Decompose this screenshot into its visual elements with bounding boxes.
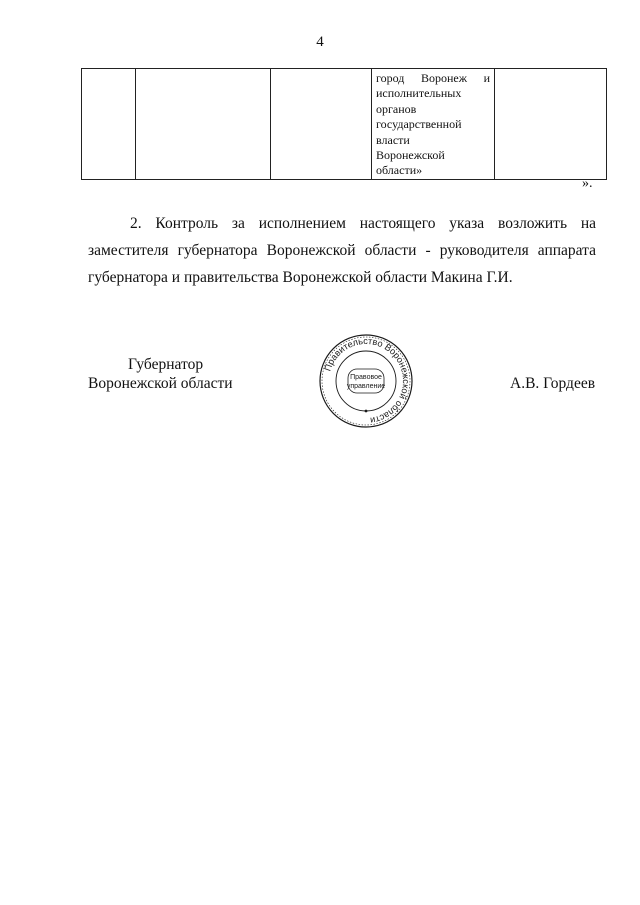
table-cell-empty (82, 69, 136, 180)
cell-text-line: исполнительных (376, 86, 462, 101)
body-paragraph (88, 210, 596, 291)
seal-outer-ring (320, 335, 412, 427)
signer-title (88, 355, 258, 393)
signer-name: А.В. Гордеев (510, 375, 596, 392)
cell-text-line: власти (376, 132, 410, 147)
seal-ring-text: Правительство Воронежской области (322, 335, 412, 426)
paragraph-line: заместителя губернатора Воронежской области - руководителя аппарата (88, 242, 596, 259)
table-cell-empty (495, 69, 607, 180)
seal-inner-ring (336, 351, 396, 411)
paragraph-line: губернатора и правительства Воронежской области Макина Г.И. (88, 269, 513, 286)
closing-quote: ». (582, 176, 593, 191)
cell-text-line: Воронежской (376, 148, 445, 163)
signer-region: Воронежской области (88, 375, 233, 392)
cell-text-line: области» (376, 163, 423, 178)
signer-position: Губернатор (128, 356, 204, 373)
cell-text-line: органов (376, 101, 417, 116)
table-cell-text (372, 69, 495, 180)
table-row (82, 69, 607, 180)
table-cell-empty (136, 69, 271, 180)
table-cell-empty (271, 69, 372, 180)
page-number: 4 (316, 34, 324, 50)
seal-center-line: Правовое (350, 374, 382, 381)
paragraph-line: 2. Контроль за исполнением настоящего указа возложить на (130, 215, 596, 232)
cell-text-line: государственной (376, 117, 462, 132)
seal-star-icon (365, 410, 368, 413)
seal-center-line: управление (346, 383, 386, 390)
cell-text-line: город Воронеж и (376, 71, 490, 85)
official-seal-icon (318, 333, 414, 429)
table-continuation (81, 68, 607, 180)
